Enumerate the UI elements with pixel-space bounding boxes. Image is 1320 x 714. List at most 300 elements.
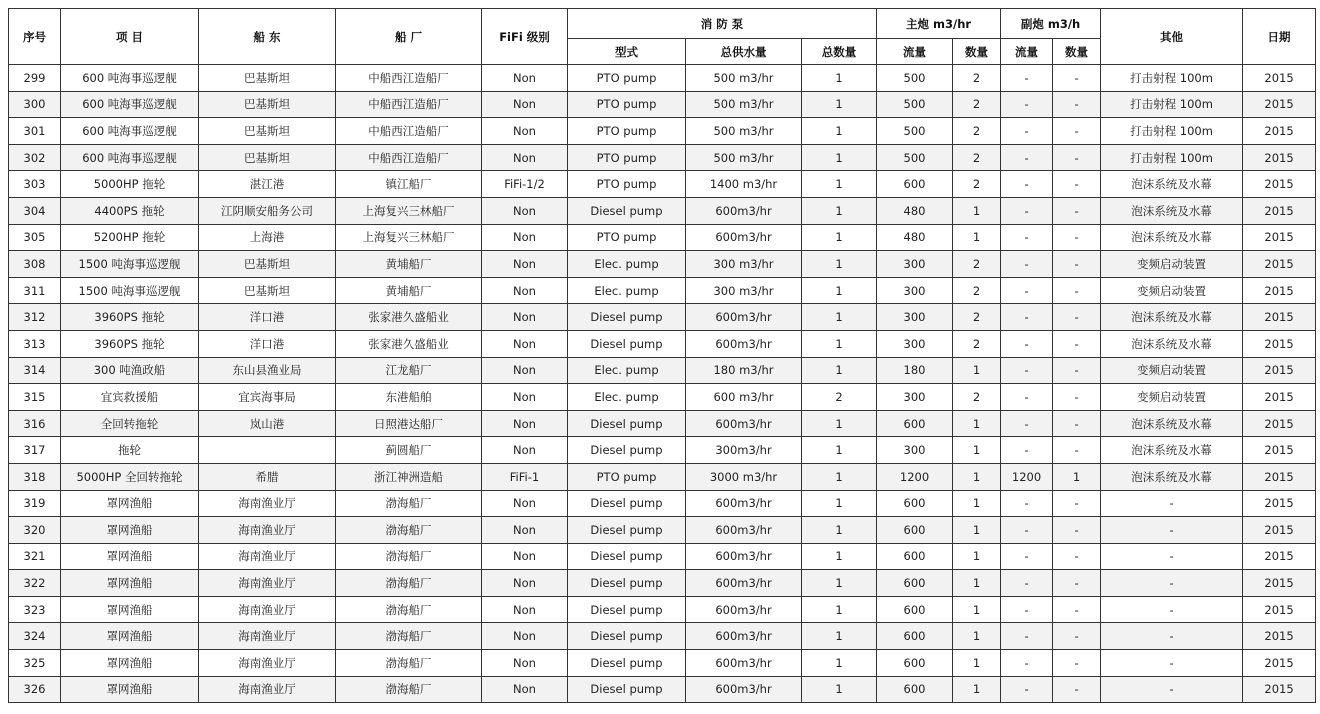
owner-cell: 海南渔业厅 bbox=[199, 676, 336, 703]
pump-total-cell: 500 m3/hr bbox=[686, 91, 802, 118]
aux-qty-cell: 1 bbox=[1053, 463, 1101, 490]
shipyard-cell: 中船西江造船厂 bbox=[336, 65, 482, 92]
shipyard-cell: 中船西江造船厂 bbox=[336, 91, 482, 118]
aux-flow-cell: - bbox=[1001, 410, 1053, 437]
fifi-cell: Non bbox=[482, 304, 568, 331]
project-cell: 300 吨渔政船 bbox=[61, 357, 199, 384]
aux-flow-cell: - bbox=[1001, 144, 1053, 171]
seq-cell: 316 bbox=[9, 410, 61, 437]
main-flow-cell: 600 bbox=[877, 676, 953, 703]
pump-count-cell: 1 bbox=[802, 623, 877, 650]
other-cell: 泡沫系统及水幕 bbox=[1101, 304, 1243, 331]
aux-qty-cell: - bbox=[1053, 277, 1101, 304]
pump-count-cell: 1 bbox=[802, 490, 877, 517]
pump-count-cell: 1 bbox=[802, 410, 877, 437]
fifi-cell: Non bbox=[482, 277, 568, 304]
aux-flow-cell: - bbox=[1001, 330, 1053, 357]
fifi-cell: Non bbox=[482, 543, 568, 570]
other-cell: 打击射程 100m bbox=[1101, 65, 1243, 92]
main-flow-cell: 600 bbox=[877, 543, 953, 570]
date-cell: 2015 bbox=[1243, 197, 1316, 224]
fifi-cell: Non bbox=[482, 144, 568, 171]
main-qty-cell: 1 bbox=[953, 224, 1001, 251]
owner-cell: 上海港 bbox=[199, 224, 336, 251]
pump-count-cell: 1 bbox=[802, 676, 877, 703]
main-flow-cell: 300 bbox=[877, 251, 953, 278]
pump-count-cell: 1 bbox=[802, 224, 877, 251]
date-cell: 2015 bbox=[1243, 437, 1316, 464]
main-flow-cell: 500 bbox=[877, 118, 953, 145]
shipyard-cell: 蓟圆船厂 bbox=[336, 437, 482, 464]
project-cell: 罩网渔船 bbox=[61, 570, 199, 597]
header-project: 项 目 bbox=[61, 9, 199, 65]
other-cell: 打击射程 100m bbox=[1101, 91, 1243, 118]
shipyard-cell: 镇江船厂 bbox=[336, 171, 482, 198]
header-pump-count: 总数量 bbox=[802, 39, 877, 65]
pump-type-cell: Diesel pump bbox=[568, 570, 686, 597]
fifi-cell: Non bbox=[482, 118, 568, 145]
owner-cell: 海南渔业厅 bbox=[199, 623, 336, 650]
aux-flow-cell: - bbox=[1001, 570, 1053, 597]
main-flow-cell: 500 bbox=[877, 65, 953, 92]
aux-flow-cell: - bbox=[1001, 171, 1053, 198]
owner-cell: 巴基斯坦 bbox=[199, 251, 336, 278]
seq-cell: 303 bbox=[9, 171, 61, 198]
fifi-cell: FiFi-1/2 bbox=[482, 171, 568, 198]
aux-qty-cell: - bbox=[1053, 224, 1101, 251]
seq-cell: 313 bbox=[9, 330, 61, 357]
owner-cell: 海南渔业厅 bbox=[199, 517, 336, 544]
pump-total-cell: 600m3/hr bbox=[686, 410, 802, 437]
fifi-cell: Non bbox=[482, 570, 568, 597]
pump-count-cell: 1 bbox=[802, 543, 877, 570]
aux-qty-cell: - bbox=[1053, 118, 1101, 145]
other-cell: 泡沫系统及水幕 bbox=[1101, 224, 1243, 251]
table-row bbox=[9, 596, 1316, 623]
project-cell: 600 吨海事巡逻舰 bbox=[61, 118, 199, 145]
fifi-cell: Non bbox=[482, 384, 568, 411]
date-cell: 2015 bbox=[1243, 596, 1316, 623]
date-cell: 2015 bbox=[1243, 330, 1316, 357]
pump-type-cell: Diesel pump bbox=[568, 197, 686, 224]
seq-cell: 299 bbox=[9, 65, 61, 92]
other-cell: - bbox=[1101, 596, 1243, 623]
pump-type-cell: PTO pump bbox=[568, 65, 686, 92]
table-row bbox=[9, 410, 1316, 437]
pump-total-cell: 300 m3/hr bbox=[686, 277, 802, 304]
aux-flow-cell: - bbox=[1001, 650, 1053, 677]
aux-qty-cell: - bbox=[1053, 676, 1101, 703]
aux-flow-cell: 1200 bbox=[1001, 463, 1053, 490]
date-cell: 2015 bbox=[1243, 650, 1316, 677]
pump-count-cell: 1 bbox=[802, 118, 877, 145]
fifi-cell: Non bbox=[482, 410, 568, 437]
fifi-cell: Non bbox=[482, 224, 568, 251]
seq-cell: 317 bbox=[9, 437, 61, 464]
table-row bbox=[9, 330, 1316, 357]
aux-flow-cell: - bbox=[1001, 357, 1053, 384]
pump-type-cell: Diesel pump bbox=[568, 543, 686, 570]
shipyard-cell: 东港船舶 bbox=[336, 384, 482, 411]
fifi-cell: Non bbox=[482, 197, 568, 224]
date-cell: 2015 bbox=[1243, 543, 1316, 570]
project-cell: 3960PS 拖轮 bbox=[61, 330, 199, 357]
header-row-top bbox=[9, 9, 1316, 39]
table-row bbox=[9, 517, 1316, 544]
pump-type-cell: PTO pump bbox=[568, 118, 686, 145]
date-cell: 2015 bbox=[1243, 357, 1316, 384]
pump-total-cell: 500 m3/hr bbox=[686, 118, 802, 145]
aux-flow-cell: - bbox=[1001, 91, 1053, 118]
aux-qty-cell: - bbox=[1053, 410, 1101, 437]
pump-type-cell: PTO pump bbox=[568, 171, 686, 198]
main-flow-cell: 1200 bbox=[877, 463, 953, 490]
table-row bbox=[9, 91, 1316, 118]
table-row bbox=[9, 118, 1316, 145]
aux-qty-cell: - bbox=[1053, 437, 1101, 464]
seq-cell: 323 bbox=[9, 596, 61, 623]
pump-total-cell: 500 m3/hr bbox=[686, 65, 802, 92]
fifi-cell: Non bbox=[482, 251, 568, 278]
pump-count-cell: 1 bbox=[802, 596, 877, 623]
shipyard-cell: 上海复兴三林船厂 bbox=[336, 197, 482, 224]
pump-total-cell: 600m3/hr bbox=[686, 330, 802, 357]
pump-total-cell: 600m3/hr bbox=[686, 304, 802, 331]
shipyard-cell: 中船西江造船厂 bbox=[336, 144, 482, 171]
shipyard-cell: 江龙船厂 bbox=[336, 357, 482, 384]
pump-count-cell: 1 bbox=[802, 277, 877, 304]
aux-qty-cell: - bbox=[1053, 543, 1101, 570]
pump-type-cell: PTO pump bbox=[568, 144, 686, 171]
project-cell: 罩网渔船 bbox=[61, 517, 199, 544]
aux-qty-cell: - bbox=[1053, 384, 1101, 411]
shipyard-cell: 渤海船厂 bbox=[336, 650, 482, 677]
aux-qty-cell: - bbox=[1053, 517, 1101, 544]
pump-total-cell: 600m3/hr bbox=[686, 197, 802, 224]
project-cell: 罩网渔船 bbox=[61, 650, 199, 677]
main-flow-cell: 300 bbox=[877, 304, 953, 331]
header-date: 日期 bbox=[1243, 9, 1316, 65]
date-cell: 2015 bbox=[1243, 144, 1316, 171]
header-owner: 船 东 bbox=[199, 9, 336, 65]
owner-cell: 希腊 bbox=[199, 463, 336, 490]
seq-cell: 320 bbox=[9, 517, 61, 544]
pump-type-cell: Elec. pump bbox=[568, 384, 686, 411]
pump-count-cell: 1 bbox=[802, 144, 877, 171]
project-cell: 全回转拖轮 bbox=[61, 410, 199, 437]
table-row bbox=[9, 650, 1316, 677]
project-cell: 罩网渔船 bbox=[61, 596, 199, 623]
header-fire-pump-group: 消 防 泵 bbox=[568, 9, 877, 39]
aux-flow-cell: - bbox=[1001, 118, 1053, 145]
table-row bbox=[9, 171, 1316, 198]
header-fifi-class: FiFi 级别 bbox=[482, 9, 568, 65]
other-cell: 泡沫系统及水幕 bbox=[1101, 437, 1243, 464]
date-cell: 2015 bbox=[1243, 65, 1316, 92]
aux-flow-cell: - bbox=[1001, 251, 1053, 278]
main-flow-cell: 500 bbox=[877, 144, 953, 171]
shipyard-cell: 黄埔船厂 bbox=[336, 251, 482, 278]
pump-type-cell: Elec. pump bbox=[568, 357, 686, 384]
pump-total-cell: 300m3/hr bbox=[686, 437, 802, 464]
owner-cell: 巴基斯坦 bbox=[199, 65, 336, 92]
aux-flow-cell: - bbox=[1001, 277, 1053, 304]
header-aux-monitor: 副炮 m3/h bbox=[1001, 9, 1101, 39]
shipyard-cell: 渤海船厂 bbox=[336, 676, 482, 703]
date-cell: 2015 bbox=[1243, 91, 1316, 118]
main-qty-cell: 2 bbox=[953, 384, 1001, 411]
project-cell: 600 吨海事巡逻舰 bbox=[61, 144, 199, 171]
pump-count-cell: 1 bbox=[802, 197, 877, 224]
date-cell: 2015 bbox=[1243, 623, 1316, 650]
main-qty-cell: 1 bbox=[953, 543, 1001, 570]
pump-count-cell: 1 bbox=[802, 304, 877, 331]
owner-cell: 巴基斯坦 bbox=[199, 144, 336, 171]
fifi-cell: Non bbox=[482, 650, 568, 677]
pump-count-cell: 1 bbox=[802, 330, 877, 357]
aux-qty-cell: - bbox=[1053, 91, 1101, 118]
main-flow-cell: 300 bbox=[877, 437, 953, 464]
shipyard-cell: 渤海船厂 bbox=[336, 517, 482, 544]
project-cell: 1500 吨海事巡逻舰 bbox=[61, 277, 199, 304]
owner-cell: 海南渔业厅 bbox=[199, 490, 336, 517]
shipyard-cell: 张家港久盛船业 bbox=[336, 330, 482, 357]
seq-cell: 300 bbox=[9, 91, 61, 118]
pump-total-cell: 600m3/hr bbox=[686, 596, 802, 623]
header-main-monitor: 主炮 m3/hr bbox=[877, 9, 1001, 39]
seq-cell: 304 bbox=[9, 197, 61, 224]
aux-qty-cell: - bbox=[1053, 197, 1101, 224]
header-shipyard: 船 厂 bbox=[336, 9, 482, 65]
other-cell: 变频启动装置 bbox=[1101, 277, 1243, 304]
owner-cell: 东山县渔业局 bbox=[199, 357, 336, 384]
aux-flow-cell: - bbox=[1001, 65, 1053, 92]
aux-qty-cell: - bbox=[1053, 596, 1101, 623]
main-qty-cell: 1 bbox=[953, 676, 1001, 703]
pump-total-cell: 180 m3/hr bbox=[686, 357, 802, 384]
header-pump-type: 型式 bbox=[568, 39, 686, 65]
project-cell: 1500 吨海事巡逻舰 bbox=[61, 251, 199, 278]
main-qty-cell: 1 bbox=[953, 623, 1001, 650]
project-cell: 5000HP 拖轮 bbox=[61, 171, 199, 198]
main-qty-cell: 1 bbox=[953, 463, 1001, 490]
aux-flow-cell: - bbox=[1001, 517, 1053, 544]
main-flow-cell: 600 bbox=[877, 171, 953, 198]
aux-flow-cell: - bbox=[1001, 384, 1053, 411]
shipyard-cell: 日照港达船厂 bbox=[336, 410, 482, 437]
other-cell: - bbox=[1101, 623, 1243, 650]
main-flow-cell: 600 bbox=[877, 650, 953, 677]
shipyard-cell: 渤海船厂 bbox=[336, 570, 482, 597]
main-qty-cell: 2 bbox=[953, 304, 1001, 331]
pump-count-cell: 1 bbox=[802, 251, 877, 278]
seq-cell: 321 bbox=[9, 543, 61, 570]
shipyard-cell: 中船西江造船厂 bbox=[336, 118, 482, 145]
aux-flow-cell: - bbox=[1001, 676, 1053, 703]
seq-cell: 325 bbox=[9, 650, 61, 677]
aux-flow-cell: - bbox=[1001, 623, 1053, 650]
pump-total-cell: 300 m3/hr bbox=[686, 251, 802, 278]
project-cell: 5200HP 拖轮 bbox=[61, 224, 199, 251]
other-cell: 泡沫系统及水幕 bbox=[1101, 463, 1243, 490]
table-row bbox=[9, 144, 1316, 171]
fifi-cell: Non bbox=[482, 596, 568, 623]
shipyard-cell: 浙江神洲造船 bbox=[336, 463, 482, 490]
shipyard-cell: 渤海船厂 bbox=[336, 623, 482, 650]
other-cell: 泡沫系统及水幕 bbox=[1101, 197, 1243, 224]
fifi-cell: FiFi-1 bbox=[482, 463, 568, 490]
pump-count-cell: 1 bbox=[802, 517, 877, 544]
pump-total-cell: 3000 m3/hr bbox=[686, 463, 802, 490]
seq-cell: 302 bbox=[9, 144, 61, 171]
header-aux-qty: 数量 bbox=[1053, 39, 1101, 65]
aux-flow-cell: - bbox=[1001, 197, 1053, 224]
pump-count-cell: 1 bbox=[802, 171, 877, 198]
table-row bbox=[9, 490, 1316, 517]
header-main-flow: 流量 bbox=[877, 39, 953, 65]
main-flow-cell: 300 bbox=[877, 384, 953, 411]
aux-qty-cell: - bbox=[1053, 251, 1101, 278]
pump-total-cell: 600m3/hr bbox=[686, 543, 802, 570]
seq-cell: 318 bbox=[9, 463, 61, 490]
table-row bbox=[9, 197, 1316, 224]
aux-qty-cell: - bbox=[1053, 330, 1101, 357]
main-flow-cell: 300 bbox=[877, 277, 953, 304]
owner-cell: 湛江港 bbox=[199, 171, 336, 198]
table-row bbox=[9, 570, 1316, 597]
other-cell: - bbox=[1101, 543, 1243, 570]
project-cell: 3960PS 拖轮 bbox=[61, 304, 199, 331]
project-cell: 宜宾救援船 bbox=[61, 384, 199, 411]
other-cell: - bbox=[1101, 650, 1243, 677]
aux-flow-cell: - bbox=[1001, 490, 1053, 517]
aux-qty-cell: - bbox=[1053, 65, 1101, 92]
pump-type-cell: Diesel pump bbox=[568, 623, 686, 650]
pump-total-cell: 600m3/hr bbox=[686, 570, 802, 597]
table-row bbox=[9, 277, 1316, 304]
main-flow-cell: 480 bbox=[877, 224, 953, 251]
aux-flow-cell: - bbox=[1001, 304, 1053, 331]
pump-type-cell: Diesel pump bbox=[568, 410, 686, 437]
header-main-qty: 数量 bbox=[953, 39, 1001, 65]
other-cell: 打击射程 100m bbox=[1101, 144, 1243, 171]
table-row bbox=[9, 251, 1316, 278]
main-flow-cell: 600 bbox=[877, 517, 953, 544]
main-flow-cell: 600 bbox=[877, 596, 953, 623]
pump-total-cell: 600m3/hr bbox=[686, 676, 802, 703]
pump-type-cell: Elec. pump bbox=[568, 251, 686, 278]
other-cell: 变频启动装置 bbox=[1101, 384, 1243, 411]
seq-cell: 322 bbox=[9, 570, 61, 597]
table-row bbox=[9, 437, 1316, 464]
main-flow-cell: 600 bbox=[877, 410, 953, 437]
aux-qty-cell: - bbox=[1053, 650, 1101, 677]
fifi-cell: Non bbox=[482, 517, 568, 544]
owner-cell: 海南渔业厅 bbox=[199, 570, 336, 597]
date-cell: 2015 bbox=[1243, 384, 1316, 411]
pump-count-cell: 2 bbox=[802, 384, 877, 411]
owner-cell: 洋口港 bbox=[199, 330, 336, 357]
other-cell: 泡沫系统及水幕 bbox=[1101, 330, 1243, 357]
owner-cell: 洋口港 bbox=[199, 304, 336, 331]
main-qty-cell: 2 bbox=[953, 65, 1001, 92]
aux-flow-cell: - bbox=[1001, 543, 1053, 570]
project-cell: 4400PS 拖轮 bbox=[61, 197, 199, 224]
aux-flow-cell: - bbox=[1001, 596, 1053, 623]
main-qty-cell: 2 bbox=[953, 91, 1001, 118]
aux-qty-cell: - bbox=[1053, 144, 1101, 171]
aux-qty-cell: - bbox=[1053, 171, 1101, 198]
owner-cell: 巴基斯坦 bbox=[199, 118, 336, 145]
pump-total-cell: 600m3/hr bbox=[686, 623, 802, 650]
header-seq: 序号 bbox=[9, 9, 61, 65]
main-flow-cell: 500 bbox=[877, 91, 953, 118]
table-row bbox=[9, 357, 1316, 384]
main-qty-cell: 1 bbox=[953, 437, 1001, 464]
pump-total-cell: 600m3/hr bbox=[686, 650, 802, 677]
table-body bbox=[9, 65, 1316, 703]
pump-total-cell: 600m3/hr bbox=[686, 224, 802, 251]
other-cell: - bbox=[1101, 570, 1243, 597]
main-qty-cell: 1 bbox=[953, 570, 1001, 597]
owner-cell bbox=[199, 437, 336, 464]
other-cell: 打击射程 100m bbox=[1101, 118, 1243, 145]
fifi-cell: Non bbox=[482, 65, 568, 92]
table-row bbox=[9, 224, 1316, 251]
table-row bbox=[9, 304, 1316, 331]
pump-total-cell: 600m3/hr bbox=[686, 517, 802, 544]
seq-cell: 312 bbox=[9, 304, 61, 331]
date-cell: 2015 bbox=[1243, 118, 1316, 145]
fifi-cell: Non bbox=[482, 91, 568, 118]
pump-count-cell: 1 bbox=[802, 65, 877, 92]
table-row bbox=[9, 65, 1316, 92]
fifi-cell: Non bbox=[482, 623, 568, 650]
main-flow-cell: 600 bbox=[877, 623, 953, 650]
main-qty-cell: 1 bbox=[953, 197, 1001, 224]
date-cell: 2015 bbox=[1243, 490, 1316, 517]
fifi-cell: Non bbox=[482, 330, 568, 357]
date-cell: 2015 bbox=[1243, 517, 1316, 544]
shipyard-cell: 黄埔船厂 bbox=[336, 277, 482, 304]
project-cell: 罩网渔船 bbox=[61, 490, 199, 517]
seq-cell: 308 bbox=[9, 251, 61, 278]
table-row bbox=[9, 543, 1316, 570]
pump-count-cell: 1 bbox=[802, 437, 877, 464]
main-qty-cell: 1 bbox=[953, 517, 1001, 544]
main-qty-cell: 1 bbox=[953, 490, 1001, 517]
shipyard-cell: 渤海船厂 bbox=[336, 543, 482, 570]
pump-type-cell: PTO pump bbox=[568, 463, 686, 490]
main-qty-cell: 1 bbox=[953, 357, 1001, 384]
pump-count-cell: 1 bbox=[802, 357, 877, 384]
pump-type-cell: Diesel pump bbox=[568, 676, 686, 703]
date-cell: 2015 bbox=[1243, 277, 1316, 304]
owner-cell: 巴基斯坦 bbox=[199, 277, 336, 304]
pump-type-cell: Diesel pump bbox=[568, 650, 686, 677]
pump-total-cell: 500 m3/hr bbox=[686, 144, 802, 171]
seq-cell: 324 bbox=[9, 623, 61, 650]
table-row bbox=[9, 623, 1316, 650]
main-flow-cell: 600 bbox=[877, 570, 953, 597]
date-cell: 2015 bbox=[1243, 463, 1316, 490]
main-flow-cell: 600 bbox=[877, 490, 953, 517]
aux-qty-cell: - bbox=[1053, 357, 1101, 384]
seq-cell: 301 bbox=[9, 118, 61, 145]
owner-cell: 海南渔业厅 bbox=[199, 650, 336, 677]
pump-type-cell: Diesel pump bbox=[568, 304, 686, 331]
pump-total-cell: 600m3/hr bbox=[686, 490, 802, 517]
